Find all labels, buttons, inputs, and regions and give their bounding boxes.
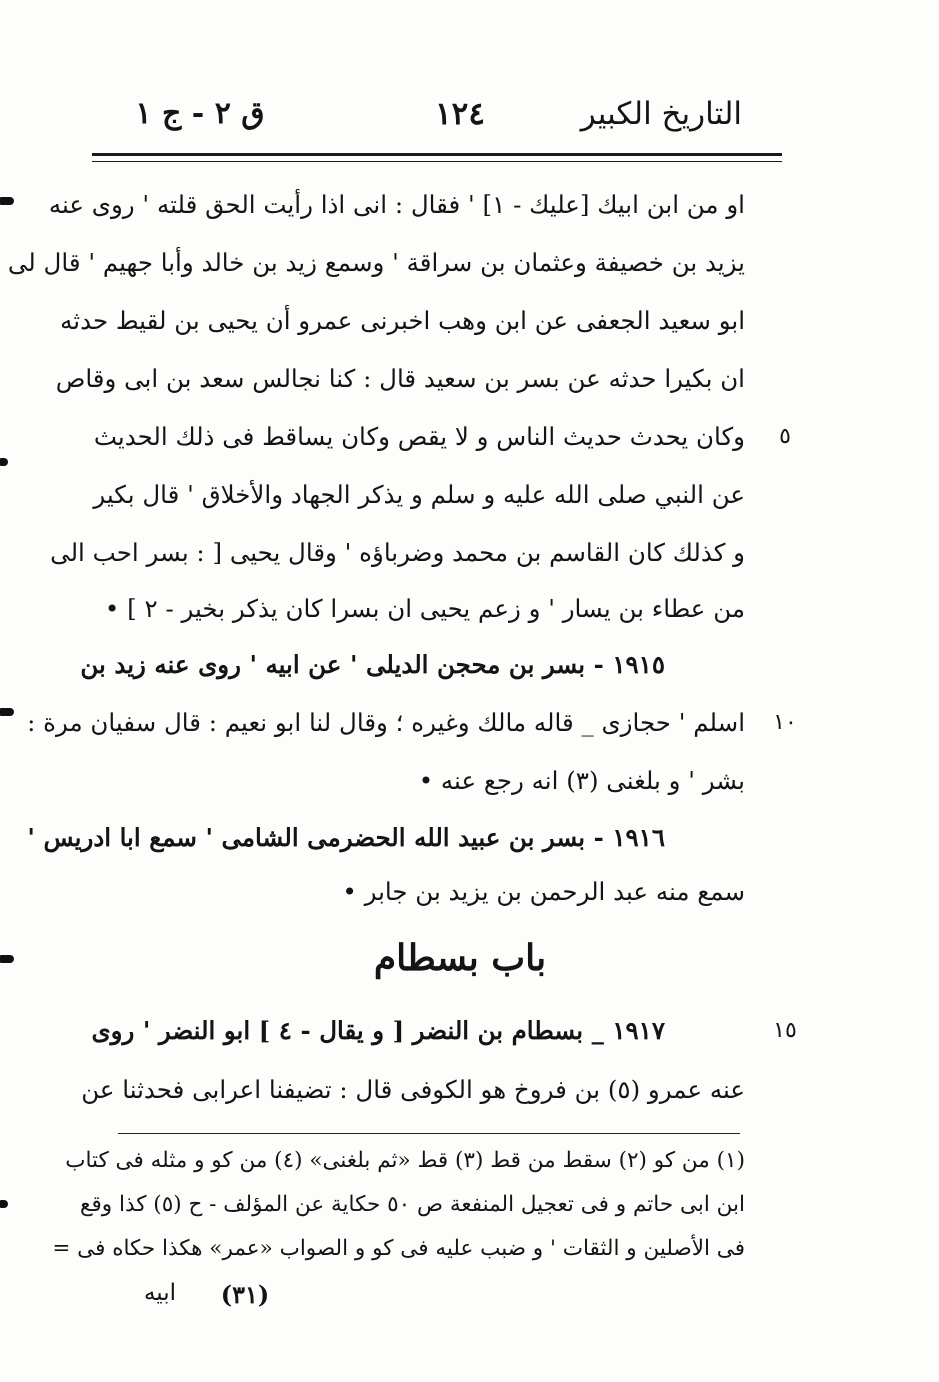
margin-mark (0, 955, 14, 963)
line-number-15: ١٥ (773, 1018, 797, 1043)
header-rule-thick (92, 153, 782, 156)
text-line: ابو سعيد الجعفى عن ابن وهب اخبرنى عمرو أن يحيى بن لقيط حدثه (60, 306, 745, 335)
text-line: و كذلك كان القاسم بن محمد وضرباؤه ' وقال يحيى [ : بسر احب الى (50, 538, 745, 567)
text-line: ان بكيرا حدثه عن بسر بن سعيد قال : كنا نجالس سعد بن ابى وقاص (55, 364, 745, 393)
footnote-line: ابن ابى حاتم و فى تعجيل المنفعة ص ٥٠ حكاية عن المؤلف - ح (٥) كذا وقع (80, 1192, 745, 1217)
text-line: اسلم ' حجازى _ قاله مالك وغيره ؛ وقال لنا ابو نعيم : قال سفيان مرة : (27, 708, 745, 737)
entry-1916-heading: ١٩١٦ - بسر بن عبيد الله الحضرمى الشامى ' سمع ابا ادريس ' (27, 823, 665, 852)
line-number-10: ١٠ (773, 710, 797, 735)
text-line: او من ابن ابيك [عليك - ١] ' فقال : انى اذا رأيت الحق قلته ' روى عنه (48, 190, 745, 219)
margin-mark (0, 458, 8, 466)
margin-mark (0, 708, 14, 716)
margin-mark (0, 1200, 8, 1208)
header-rule-thin (92, 161, 782, 162)
margin-mark (0, 197, 14, 205)
text-line: سمع منه عبد الرحمن بن يزيد بن جابر • (342, 877, 745, 906)
footnote-line: (١) من كو (٢) سقط من قط (٣) قط «ثم بلغنى» (٤) من كو و مثله فى كتاب (65, 1148, 745, 1173)
section-heading: باب بسطام (373, 937, 547, 979)
text-line: بشر ' و بلغنى (٣) انه رجع عنه • (418, 766, 745, 795)
text-line: من عطاء بن يسار ' و زعم يحيى ان بسرا كان يذكر بخير - ٢ ] • (104, 594, 745, 623)
text-line: عنه عمرو (٥) بن فروخ هو الكوفى قال : تضيفنا اعرابى فحدثنا عن (81, 1075, 745, 1104)
signature-number: (٣١) (220, 1280, 270, 1309)
text-line: يزيد بن خصيفة وعثمان بن سراقة ' وسمع زيد بن خالد وأبا جهيم ' قال لى (7, 248, 745, 277)
page-number: ١٢٤ (435, 96, 485, 132)
footnote-line: فى الأصلين و الثقات ' و ضبب عليه فى كو و الصواب «عمر» هكذا حكاه فى = (52, 1236, 745, 1261)
entry-1917-heading: ١٩١٧ _ بسطام بن النضر [ و يقال - ٤ ] ابو النضر ' روى (91, 1016, 665, 1045)
book-title: التاريخ الكبير (580, 96, 742, 132)
line-number-5: ٥ (779, 424, 791, 449)
volume-reference: ق ٢ - ج ١ (135, 96, 265, 131)
catchword: ابيه (143, 1280, 177, 1306)
running-header (0, 0, 939, 160)
entry-1915-heading: ١٩١٥ - بسر بن محجن الديلى ' عن ابيه ' روى عنه زيد بن (80, 650, 665, 679)
text-line: عن النبي صلى الله عليه و سلم و يذكر الجهاد والأخلاق ' قال بكير (93, 480, 745, 509)
text-line: وكان يحدث حديث الناس و لا يقص وكان يساقط فى ذلك الحديث (93, 422, 745, 451)
footnote-separator (118, 1133, 740, 1134)
